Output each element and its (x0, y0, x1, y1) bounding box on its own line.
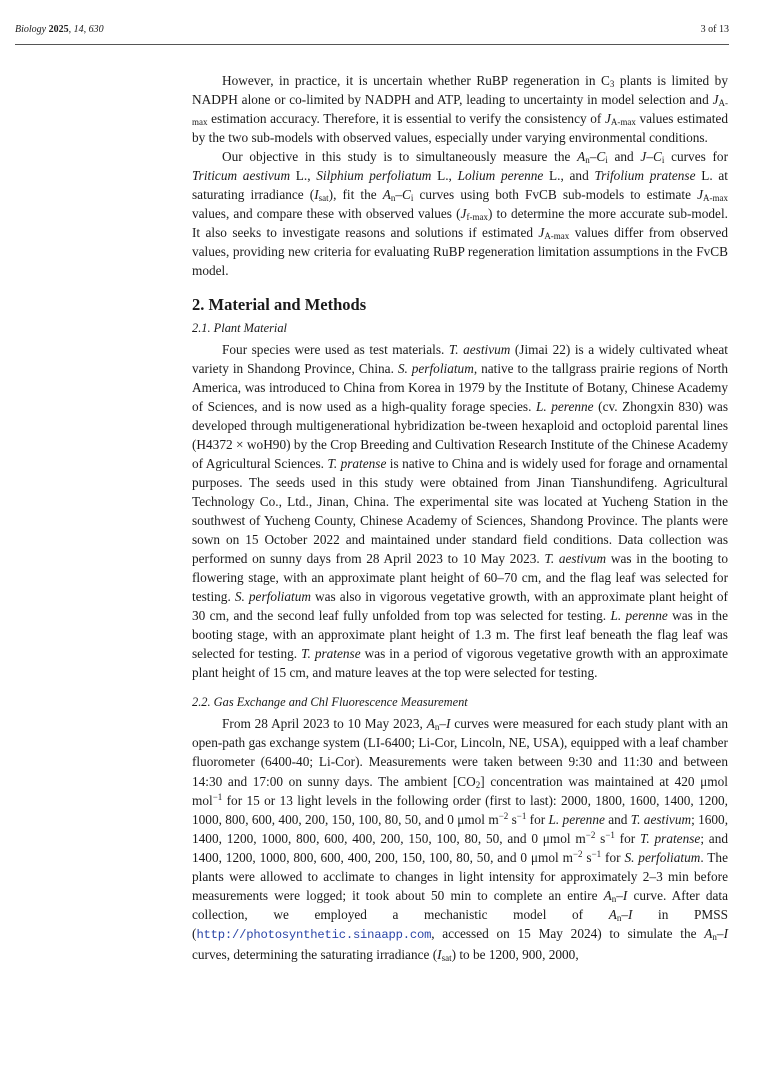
page-number: 3 of 13 (700, 24, 729, 35)
paragraph-objective: Our objective in this study is to simultaneously measure the $A_n-C_i$ and $J-C_i$ curves for Triticum aestivum L., Silphium perfoliatum L., Lolium perenne L., and Trifolium pratense L. at saturating irradiance $(I_{sat})$, fit the $A_n-C_i$ curves using both FvCB sub-models to estimate $J_{A-max}$ values, and compare these with observed values $(J_{f-max})$ to determine the more accurate sub-model. It also seeks to investigate reasons and solutions if estimated $J_{A-max}$ values differ from observed values, providing new criteria for evaluating RuBP regeneration limitation assumptions in the FvCB model. (192, 149, 728, 279)
header-rule (15, 44, 729, 45)
subsection-heading-plant-material: 2.1. Plant Material (192, 320, 287, 335)
journal-citation: Biology 2025, 14, 630 (15, 24, 104, 35)
subsection-heading-gas-exchange: 2.2. Gas Exchange and Chl Fluorescence Measurement (192, 695, 468, 710)
main-content (192, 71, 728, 964)
paragraph-gas-exchange: From 28 April 2023 to 10 May 2023, $A_n-I$ curves were measured for each study plant with an open-path gas exchange system (LI-6400; Li-Cor, Lincoln, NE, USA), equipped with a leaf chamber fluorometer (6400-40; Li-Cor). Measurements were taken between 9:30 and 11:30 and between 14:30 and 17:00 on sunny days. The ambient $[CO_2]$ concentration was maintained at 420 μmol mol$^{-1}$ for 15 or 13 light levels in the following order (first to last): 2000, 1800, 1600, 1400, 1200, 1000, 800, 600, 400, 200, 150, 100, 80, 50, and 0 μmol $m^{-2}$ $s^{-1}$ for L. perenne and T. aestivum; 1600, 1400, 1200, 1000, 800, 600, 400, 200, 150, 100, 80, 50, and 0 μmol $m^{-2}$ $s^{-1}$ for T. pratense; and 1400, 1200, 1000, 800, 600, 400, 200, 150, 100, 80, 50, and 0 μmol $m^{-2}$ $s^{-1}$ for S. perfoliatum. The plants were allowed to acclimate to changes in light intensity for approximately 2–3 min before measurements were logged; it took about 50 min to complete an entire $A_n-I$ curve. After data collection, we employed a mechanistic model of $A_n-I$ in PMSS (http://photosynthetic.sinaapp.com, accessed on 15 May 2024) to simulate the $A_n-I$ curves, determining the saturating irradiance $(I_{sat})$ to be 1200, 900, 2000, (192, 716, 729, 963)
paragraph-rubp-uncertainty: However, in practice, it is uncertain whether RuBP regeneration in $C_3$ plants is limited by NADPH alone or co-limited by NADPH and ATP, leading to uncertainty in model selection and $J_{A-max}$ estimation accuracy. Therefore, it is essential to verify the consistency of $J_{A-max}$ values estimated by the two sub-models with observed values, especially under varying environmental conditions. (192, 73, 728, 146)
page-header (15, 22, 729, 42)
section-heading-methods: 2. Material and Methods (192, 294, 367, 314)
paragraph-plant-material: Four species were used as test materials. T. aestivum (Jimai 22) is a widely cultivated wheat variety in Shandong Province, China. S. perfoliatum, native to the tallgrass prairie regions of North America, was introduced to China from Korea in 1979 by the Institute of Botany, Chinese Academy of Sciences, and is now used as a high-quality forage species. L. perenne (cv. Zhongxin 830) was developed through multigenerational hybridization be-tween hexaploid and octoploid parental lines (H4372 × woH90) by the Crop Breeding and Cultivation Research Institute of the Chinese Academy of Agricultural Sciences. T. pratense is native to China and is widely used for forage and ornamental purposes. The seeds used in this study were obtained from Jinan Tianshundifeng. Agricultural Technology Co., Ltd., Jinan, China. The experimental site was located at Yucheng Station in the southwest of Yucheng County, Chinese Academy of Sciences, Shandong Province. The plants were sown on 15 October 2022 and maintained under standard field conditions. Data collection was performed on sunny days from 28 April 2023 to 10 May 2023. T. aestivum was in the booting to flowering stage, with an approximate plant height of 60–70 cm, and the flag leaf was selected for testing. S. perfoliatum was also in vigorous vegetative growth, with an approximate plant height of 30 cm, and the second leaf fully unfolded from top was selected for testing. L. perenne was in the booting stage, with an approximate plant height of 1.3 m. The first leaf beneath the flag leaf was selected for testing. T. pratense was in a period of vigorous vegetative growth with an approximate plant height of 15 cm, and mature leaves at the top were selected for testing. (192, 341, 729, 681)
pmss-link[interactable]: http://photosynthetic.sinaapp.com (196, 927, 432, 942)
